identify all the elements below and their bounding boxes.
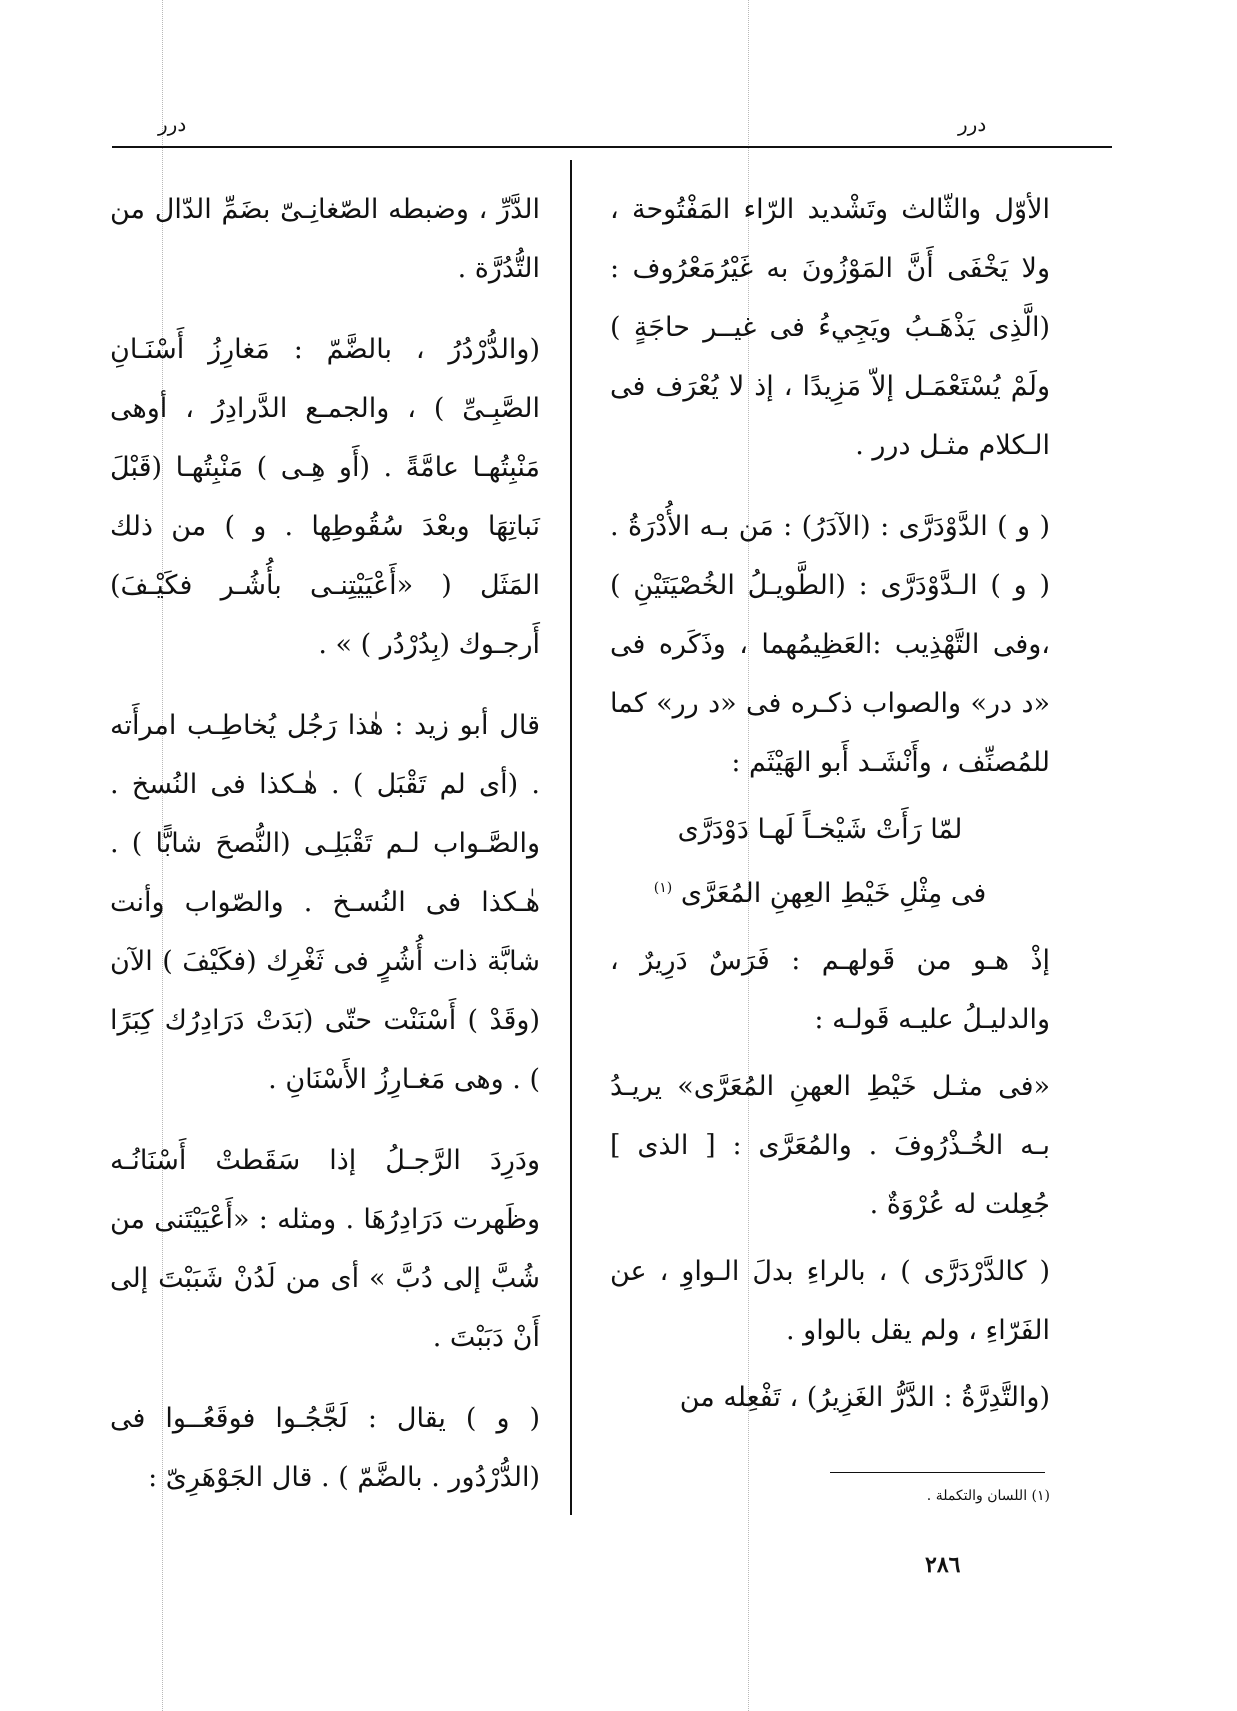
left-column bbox=[110, 180, 540, 1515]
entry-paragraph: ( كالدَّرْدَرَّى ) ، بالراءِ بدلَ الـواوِ ، عن الفَرّاءِ ، ولم يقل بالواو . bbox=[610, 1256, 1050, 1346]
entry-paragraph: ( و ) يقال : لَجَّجُـوا فوقَعُــوا فى (الدُّرْدُور . بالضَّمّ ) . قال الجَوْهَرِىّ : bbox=[110, 1403, 540, 1493]
running-head-left: درر bbox=[158, 112, 187, 136]
poem-verse bbox=[610, 800, 1050, 923]
verse-line bbox=[610, 859, 1030, 923]
right-column bbox=[610, 180, 1050, 1435]
entry-paragraph: الأوّل والثّالث وتَشْديد الرّاء المَفْتُوحة ، ولا يَخْفَى أَنَّ المَوْزُونَ به غَيْرُمَعْرُوف : (الَّذِى يَذْهَـبُ ويَجِيءُ فى غيــر حاجَةٍ ) ولَمْ يُسْتَعْمَـل إلاّ مَزِيدًا ، إذ لا يُعْرَف فى الـكلام مثـل درر . bbox=[610, 194, 1050, 461]
page-number: ٢٨٦ bbox=[925, 1552, 961, 1578]
footnote: (١) اللسان والتكملة . bbox=[926, 1488, 1050, 1504]
verse-line: لمّا رَأَتْ شَيْخـاً لَهـا دَوْدَرَّى bbox=[677, 814, 963, 845]
running-head-right: درر bbox=[958, 112, 987, 136]
entry-paragraph: الدَّرِّ ، وضبطه الصّغانِـىّ بضَمِّ الدّال من التُّدُرَّة . bbox=[110, 194, 540, 284]
entry-paragraph: ودَرِدَ الرَّجـلُ إذا سَقَطتْ أَسْنَانُـه وظَهرت دَرَادِرُهَا . ومثله : «أَعْيَيْتَنى من شُبَّ إلى دُبَّ » أى من لَدُنْ شَبَبْتَ إلى أَنْ دَبَبْتَ . bbox=[110, 1145, 540, 1353]
column-divider bbox=[570, 160, 572, 1515]
entry-paragraph: (والدُّرْدُرُ ، بالضَّمّ : مَغارِزُ أَسْنَـانِ الصَّبِـىِّ ) ، والجمـع الدَّرادِرُ ، أوهى مَنْبِتُهـا عامَّةً . (أَو هِـى ) مَنْبِتُهـا (قَبْلَ نَباتِهَا وبعْدَ سُقُوطِها . و ) من ذلك المَثَل ( «أَعْيَيْتِنـى بأُشُـر فكَيْـفَ) أَرجـوك (بِدُرْدُر ) » . bbox=[110, 334, 540, 660]
entry-paragraph: قال أبو زيد : هٰذا رَجُل يُخاطِـب امرأَته . (أى لم تَقْبَل ) . هٰـكذا فى النُسخ . والصَّـواب لـم تَقْبَلِـى (النُّصحَ شابًّا ) . هٰـكذا فى النُسـخ . والصّواب وأنت شابَّة ذات أُشُرٍ فى ثَغْرِك (فكَيْفَ ) الآن (وقَدْ ) أَسْنَنْت حتّى (بَدَتْ دَرَادِرُك كِبَرًا ) . وهى مَغـارِزُ الأَسْنَانِ . bbox=[110, 710, 540, 1095]
entry-paragraph: إذْ هـو من قَولهـم : فَرَسٌ دَرِيرٌ ، والدليـلُ عليـه قَولـه : bbox=[610, 945, 1050, 1035]
footnote-rule bbox=[830, 1472, 1045, 1473]
entry-paragraph: (والتَّدِرَّةُ : الدَّرُّ الغَزِيرُ) ، تَفْعِله من bbox=[679, 1382, 1050, 1413]
entry-paragraph: «فى مثـل خَيْطِ العهنِ المُعَرَّى» يريـدُ بـه الخُـذْرُوفَ . والمُعَرَّى : [ الذى ] جُعِلت له عُرْوَةٌ . bbox=[610, 1071, 1050, 1220]
footnote-marker: (١) bbox=[653, 880, 673, 896]
entry-paragraph: ( و ) الدَّوْدَرَّى : (الآدَرُ) : مَن بـه الأُدْرَةُ . ( و ) الـدَّوْدَرَّى : (الطَّويـلُ الخُصْيَتَيْنِ ) ،وفى التَّهْذِيب :العَظِيمُهما ، وذَكَره فى «د در» والصواب ذكـره فى «د رر» كما للمُصنِّف ، وأَنْشَـد أَبو الهَيْثَم : bbox=[610, 511, 1050, 778]
verse-line-text: فى مِثْلِ خَيْطِ العِهنِ المُعَرَّى bbox=[680, 878, 987, 909]
header-rule bbox=[112, 146, 1112, 148]
